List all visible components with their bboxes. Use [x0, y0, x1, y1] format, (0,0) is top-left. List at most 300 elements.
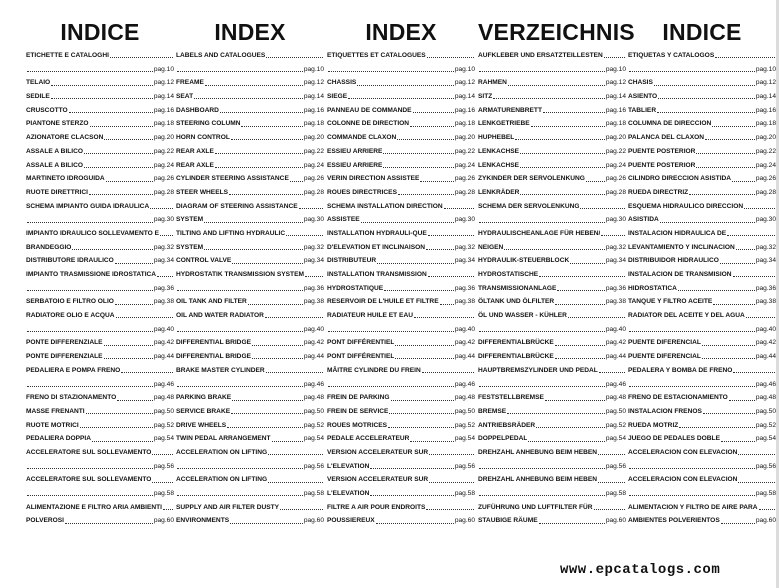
entry-page-number: pag.58 [605, 490, 626, 497]
index-entry[interactable] [176, 309, 324, 323]
index-entry[interactable] [327, 432, 475, 446]
dot-leader [520, 194, 604, 195]
entry-title: SITZ [478, 93, 493, 101]
index-entry[interactable] [327, 131, 475, 145]
index-entry[interactable] [478, 446, 626, 460]
dot-leader [660, 222, 755, 223]
entry-title: HIDROSTATICA [628, 284, 677, 292]
index-entry[interactable] [176, 90, 324, 104]
index-entry[interactable] [26, 49, 174, 63]
index-entry[interactable] [176, 49, 324, 63]
index-entry[interactable] [327, 364, 475, 378]
index-entry[interactable] [478, 145, 626, 159]
dot-leader [27, 71, 153, 72]
index-entry[interactable] [327, 501, 475, 515]
index-entry[interactable] [327, 282, 475, 296]
entry-title: ÖLTANK UND ÖLFILTER [478, 298, 555, 306]
dot-leader [410, 126, 454, 127]
entry-page-number: pag.38 [303, 298, 324, 306]
dot-leader [555, 304, 605, 305]
index-entry[interactable] [327, 350, 475, 364]
entry-title: ALIMENTACION Y FILTRO DE AIRE PARA [628, 503, 758, 511]
index-entry[interactable] [628, 501, 776, 515]
index-entry[interactable] [176, 268, 324, 282]
index-entry[interactable] [26, 419, 174, 433]
index-entry[interactable] [176, 131, 324, 145]
index-entry[interactable] [478, 514, 626, 528]
entry-title: HYDRAULIK-STEUERBLOCK [478, 257, 570, 265]
entry-title: POUSSIEREUX [327, 517, 375, 525]
index-entry[interactable] [26, 336, 174, 350]
index-entry[interactable] [327, 76, 475, 90]
index-entry[interactable] [176, 350, 324, 364]
index-entry[interactable] [478, 432, 626, 446]
dot-leader [479, 222, 605, 223]
entry-title: ETICHETTE E CATALOGHI [26, 52, 109, 59]
index-entry[interactable] [26, 309, 174, 323]
index-entry[interactable] [26, 487, 174, 501]
index-entry[interactable] [628, 446, 776, 460]
dot-leader [426, 249, 454, 250]
index-entry[interactable] [26, 117, 174, 131]
index-entry[interactable] [327, 159, 475, 173]
index-entry[interactable] [176, 378, 324, 392]
dot-leader [204, 249, 303, 250]
dot-leader [252, 345, 303, 346]
index-entry[interactable] [26, 364, 174, 378]
entry-title: TANQUE Y FILTRO ACEITE [628, 298, 713, 306]
entry-title: PUENTE DIFERENCIAL [628, 339, 701, 347]
index-entry[interactable] [26, 432, 174, 446]
index-entry[interactable] [176, 104, 324, 118]
index-entry[interactable] [478, 76, 626, 90]
index-entry[interactable] [327, 241, 475, 255]
index-entry[interactable] [176, 419, 324, 433]
index-entry[interactable] [478, 282, 626, 296]
dot-leader [398, 194, 454, 195]
index-entry[interactable] [26, 514, 174, 528]
index-entry[interactable] [478, 90, 626, 104]
entry-title: INSTALACION HIDRAULICA DE [628, 229, 727, 237]
dot-leader [150, 208, 173, 209]
entry-title: ASSALE A BILICO [26, 161, 84, 169]
entry-page-number: pag.56 [303, 462, 324, 470]
dot-leader [163, 509, 173, 510]
entry-page-number: pag.36 [153, 284, 174, 292]
entry-title: PUENTE DIFERENCIAL [628, 353, 701, 361]
index-entry[interactable] [176, 241, 324, 255]
index-entry[interactable] [26, 350, 174, 364]
entry-title: AMBIENTES POLVERIENTOS [628, 517, 720, 525]
index-entry[interactable] [327, 460, 475, 474]
dot-leader [557, 290, 604, 291]
index-entry[interactable] [327, 117, 475, 131]
index-entry[interactable] [628, 460, 776, 474]
entry-title: RADIATEUR HUILE ET EAU [327, 312, 413, 320]
index-entry[interactable] [26, 282, 174, 296]
index-entry[interactable] [26, 501, 174, 515]
dot-leader [429, 482, 474, 483]
index-entry[interactable] [478, 268, 626, 282]
index-entry[interactable] [327, 378, 475, 392]
index-entry[interactable] [176, 145, 324, 159]
index-entry[interactable] [478, 131, 626, 145]
index-entry[interactable] [628, 378, 776, 392]
index-entry[interactable] [478, 159, 626, 173]
index-entry[interactable] [628, 241, 776, 255]
index-entry[interactable] [478, 213, 626, 227]
index-entry[interactable] [628, 131, 776, 145]
entry-page-number: pag.28 [755, 188, 776, 196]
index-entry[interactable] [176, 213, 324, 227]
entry-title: BRANDEGGIO [26, 243, 72, 251]
index-entry[interactable] [327, 487, 475, 501]
index-entry[interactable] [478, 49, 626, 63]
index-entry[interactable] [26, 159, 174, 173]
entry-title: DOPPELPEDAL [478, 435, 528, 443]
index-entry[interactable] [628, 514, 776, 528]
dot-leader [383, 153, 453, 154]
dot-leader [702, 345, 755, 346]
entry-title: ESSIEU ARRIERE [327, 147, 383, 155]
index-entry[interactable] [26, 200, 174, 214]
dot-leader [328, 331, 454, 332]
index-entry[interactable] [327, 336, 475, 350]
index-entry[interactable] [26, 460, 174, 474]
index-entry[interactable] [26, 63, 174, 77]
index-entry[interactable] [478, 63, 626, 77]
entry-page-number: pag.46 [605, 380, 626, 388]
index-entry[interactable] [628, 213, 776, 227]
index-entry[interactable] [628, 268, 776, 282]
entry-title: RUOTE MOTRICI [26, 421, 79, 429]
entry-page-number: pag.20 [605, 134, 626, 142]
index-entry[interactable] [628, 405, 776, 419]
dot-leader [759, 509, 775, 510]
index-column-german [478, 18, 635, 528]
entry-page-number: pag.60 [605, 517, 626, 525]
dot-leader [90, 126, 153, 127]
index-entry[interactable] [327, 49, 475, 63]
index-entry[interactable] [26, 227, 174, 241]
index-entry[interactable] [478, 405, 626, 419]
index-entry[interactable] [176, 200, 324, 214]
index-entry[interactable] [327, 514, 475, 528]
index-entry[interactable] [26, 254, 174, 268]
index-entry[interactable] [26, 378, 174, 392]
index-entry[interactable] [327, 145, 475, 159]
index-entry[interactable] [478, 460, 626, 474]
index-entry[interactable] [176, 391, 324, 405]
index-entry[interactable] [26, 104, 174, 118]
entry-title: ASSALE A BILICO [26, 147, 84, 155]
index-entry[interactable] [327, 63, 475, 77]
index-entry[interactable] [327, 419, 475, 433]
index-entry[interactable] [327, 323, 475, 337]
index-entry[interactable] [327, 391, 475, 405]
entry-title: ALIMENTAZIONE E FILTRO ARIA AMBIENTI [26, 503, 163, 511]
index-entry[interactable] [327, 405, 475, 419]
dot-leader [539, 523, 605, 524]
dot-leader [545, 400, 605, 401]
index-entry[interactable] [628, 295, 776, 309]
entry-title: OIL TANK AND FILTER [176, 298, 247, 306]
dot-leader [746, 317, 775, 318]
index-entry[interactable] [478, 200, 626, 214]
index-entry[interactable] [176, 487, 324, 501]
dot-leader [629, 495, 755, 496]
dot-leader [715, 57, 775, 58]
entry-page-number: pag.16 [605, 106, 626, 114]
entry-title: STEER WHEELS [176, 188, 229, 196]
index-entry[interactable] [478, 473, 626, 487]
index-entry[interactable] [26, 145, 174, 159]
entry-page-number: pag.12 [303, 79, 324, 87]
dot-leader [27, 290, 153, 291]
entry-page-number: pag.34 [153, 257, 174, 265]
entry-title: ESSIEU ARRIERE [327, 161, 383, 169]
index-entry[interactable] [327, 309, 475, 323]
entry-title: FREIN DE PARKING [327, 394, 390, 402]
index-entry[interactable] [478, 295, 626, 309]
index-entry[interactable] [478, 241, 626, 255]
entry-title: INSTALLATION HYDRAULI-QUE [327, 229, 427, 237]
entry-title: SERVICE BRAKE [176, 407, 231, 415]
index-entry[interactable] [26, 172, 174, 186]
dot-leader [328, 71, 454, 72]
index-entry[interactable] [628, 172, 776, 186]
index-entry[interactable] [176, 117, 324, 131]
index-entry[interactable] [628, 419, 776, 433]
column-title: INDICE [60, 19, 140, 45]
index-entry[interactable] [26, 213, 174, 227]
index-entry[interactable] [327, 104, 475, 118]
dot-leader [27, 222, 153, 223]
dot-leader [194, 98, 303, 99]
index-entry[interactable] [26, 186, 174, 200]
index-entry[interactable] [176, 336, 324, 350]
watermark[interactable]: www.epcatalogs.com [560, 562, 721, 578]
index-entry[interactable] [26, 76, 174, 90]
entry-title: FREAME [176, 79, 204, 87]
index-entry[interactable] [176, 172, 324, 186]
index-entry[interactable] [478, 419, 626, 433]
index-entry[interactable] [327, 186, 475, 200]
entry-page-number: pag.36 [303, 284, 324, 292]
entry-title: OIL AND WATER RADIATOR [176, 312, 264, 320]
index-entry[interactable] [176, 159, 324, 173]
index-entry[interactable] [327, 90, 475, 104]
index-entry[interactable] [176, 460, 324, 474]
entry-title: ZYKINDER DER SERVOLENKUNG [478, 175, 585, 183]
dot-leader [252, 358, 303, 359]
index-entry[interactable] [176, 76, 324, 90]
index-entry[interactable] [176, 63, 324, 77]
index-entry[interactable] [628, 200, 776, 214]
dot-leader [121, 372, 173, 373]
entry-title: LENKRÄDER [478, 188, 520, 196]
entry-page-number: pag.48 [605, 394, 626, 402]
index-entry[interactable] [26, 90, 174, 104]
dot-leader [69, 112, 153, 113]
index-entry[interactable] [176, 501, 324, 515]
entry-title: FILTRE A AIR POUR ENDROITS [327, 503, 426, 511]
entry-page-number: pag.20 [454, 134, 475, 142]
index-entry[interactable] [628, 76, 776, 90]
index-entry[interactable] [478, 378, 626, 392]
index-entry[interactable] [327, 213, 475, 227]
entry-title: PEDALIERA DOPPIA [26, 435, 91, 443]
dot-leader [389, 413, 453, 414]
entry-page-number: pag.34 [605, 257, 626, 265]
entry-title: ACCELERACION CON ELEVACION [628, 476, 738, 484]
index-entry[interactable] [628, 186, 776, 200]
index-entry[interactable] [628, 391, 776, 405]
index-entry[interactable] [628, 350, 776, 364]
entry-page-number: pag.24 [303, 161, 324, 169]
index-entry[interactable] [176, 186, 324, 200]
index-entry[interactable] [628, 104, 776, 118]
entry-title: ARMATURENBRETT [478, 106, 542, 114]
index-entry[interactable] [628, 309, 776, 323]
index-entry[interactable] [176, 514, 324, 528]
entry-page-number: pag.54 [303, 435, 324, 443]
index-entry[interactable] [478, 227, 626, 241]
index-entry[interactable] [26, 295, 174, 309]
index-entry[interactable] [176, 254, 324, 268]
entry-page-number: pag.18 [454, 120, 475, 128]
index-column-italian [26, 18, 174, 528]
index-entry[interactable] [176, 446, 324, 460]
entry-page-number: pag.20 [153, 134, 174, 142]
index-entry[interactable] [628, 145, 776, 159]
dot-leader [598, 454, 625, 455]
index-entry[interactable] [628, 432, 776, 446]
index-entry[interactable] [176, 432, 324, 446]
entry-title: COLONNE DE DIRECTION [327, 120, 410, 128]
index-entry[interactable] [176, 364, 324, 378]
index-entry[interactable] [478, 104, 626, 118]
index-entry[interactable] [478, 254, 626, 268]
index-entry[interactable] [327, 473, 475, 487]
index-entry[interactable] [478, 391, 626, 405]
dot-leader [177, 468, 303, 469]
dot-leader [266, 372, 323, 373]
index-entry[interactable] [26, 473, 174, 487]
index-entry[interactable] [478, 364, 626, 378]
entry-page-number: pag.14 [605, 93, 626, 101]
entry-page-number: pag.56 [605, 462, 626, 470]
index-entry[interactable] [628, 473, 776, 487]
index-entry[interactable] [478, 350, 626, 364]
index-entry[interactable] [628, 227, 776, 241]
dot-leader [629, 71, 755, 72]
index-entry[interactable] [26, 131, 174, 145]
index-entry[interactable] [26, 391, 174, 405]
index-entry[interactable] [478, 336, 626, 350]
index-entry[interactable] [628, 254, 776, 268]
entry-title: CYLINDER STEERING ASSISTANCE [176, 175, 289, 183]
index-entry[interactable] [478, 501, 626, 515]
index-entry[interactable] [327, 172, 475, 186]
entry-page-number: pag.36 [755, 284, 776, 292]
index-entry[interactable] [628, 49, 776, 63]
index-entry[interactable] [478, 172, 626, 186]
index-entry[interactable] [478, 309, 626, 323]
entry-page-number: pag.22 [755, 147, 776, 155]
index-entry[interactable] [327, 200, 475, 214]
dot-leader [703, 413, 755, 414]
entry-title: TELAIO [26, 79, 51, 87]
index-entry[interactable] [176, 323, 324, 337]
index-entry[interactable] [26, 268, 174, 282]
index-entry[interactable] [176, 405, 324, 419]
entry-title: PARKING BRAKE [176, 394, 232, 402]
dot-leader [241, 126, 302, 127]
entry-page-number: pag.48 [303, 394, 324, 402]
entry-page-number: pag.60 [303, 517, 324, 525]
dot-leader [357, 85, 454, 86]
dot-leader [27, 386, 153, 387]
index-entry[interactable] [327, 446, 475, 460]
index-entry[interactable] [26, 446, 174, 460]
index-entry[interactable] [478, 186, 626, 200]
index-entry[interactable] [478, 487, 626, 501]
entry-title: STEERING COLUMN [176, 120, 241, 128]
entry-page-number: pag.48 [755, 394, 776, 402]
index-entry[interactable] [478, 117, 626, 131]
index-entry[interactable] [628, 364, 776, 378]
index-entry[interactable] [628, 282, 776, 296]
dot-leader [215, 153, 303, 154]
index-entry[interactable] [176, 227, 324, 241]
dot-leader [629, 386, 755, 387]
index-entry[interactable] [628, 117, 776, 131]
entry-page-number: pag.38 [454, 298, 475, 306]
dot-leader [328, 386, 454, 387]
entry-title: SEAT [176, 93, 194, 101]
dot-leader [27, 468, 153, 469]
dot-leader [395, 358, 453, 359]
index-entry[interactable] [327, 254, 475, 268]
index-entry[interactable] [327, 295, 475, 309]
dot-leader [413, 112, 454, 113]
index-entry[interactable] [478, 323, 626, 337]
index-entry[interactable] [628, 487, 776, 501]
index-entry[interactable] [26, 405, 174, 419]
entry-page-number: pag.18 [153, 120, 174, 128]
index-entry[interactable] [327, 227, 475, 241]
index-entry[interactable] [327, 268, 475, 282]
entry-page-number: pag.12 [755, 79, 776, 87]
index-entry[interactable] [628, 323, 776, 337]
dot-leader [205, 85, 303, 86]
entry-page-number: pag.10 [303, 65, 324, 73]
index-entry[interactable] [176, 295, 324, 309]
index-entry[interactable] [26, 241, 174, 255]
index-entry[interactable] [26, 323, 174, 337]
dot-leader [444, 208, 474, 209]
entry-page-number: pag.22 [454, 147, 475, 155]
index-entry[interactable] [628, 336, 776, 350]
index-entry[interactable] [176, 473, 324, 487]
entry-title: HYDROSTATISCHE [478, 271, 539, 278]
index-entry[interactable] [628, 63, 776, 77]
index-entry[interactable] [176, 282, 324, 296]
index-entry[interactable] [628, 90, 776, 104]
entry-page-number: pag.12 [605, 79, 626, 87]
index-entry[interactable] [628, 159, 776, 173]
